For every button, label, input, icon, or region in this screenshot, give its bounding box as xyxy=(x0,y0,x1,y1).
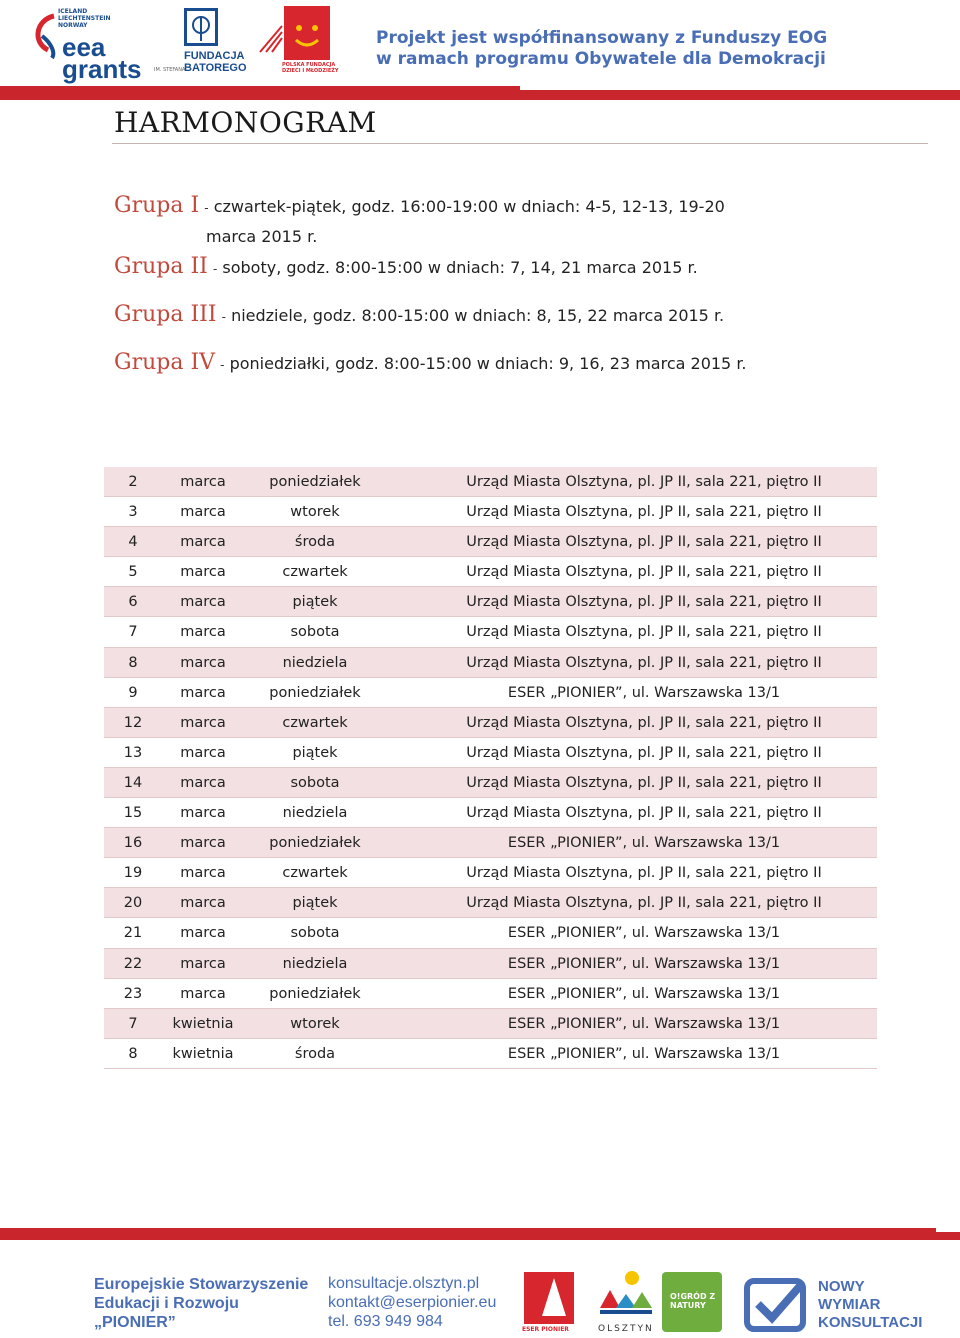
page-header xyxy=(0,0,960,100)
cell-place: ESER „PIONIER”, ul. Warszawska 13/1 xyxy=(507,1045,781,1062)
cell-day: 23 xyxy=(123,985,143,1002)
cell-day: 2 xyxy=(128,474,138,490)
cell-place: Urząd Miasta Olsztyna, pl. JP II, sala 221, piętro II xyxy=(466,654,822,671)
group-dash: - xyxy=(212,262,218,276)
cell-weekday: poniedziałek xyxy=(269,684,361,701)
cell-month: marca xyxy=(180,925,226,942)
cell-month: kwietnia xyxy=(172,1015,234,1032)
ogrod-logo-text: O!GRÓD Z NATURY xyxy=(670,1292,716,1310)
footer-contact xyxy=(328,1274,496,1331)
cell-place: Urząd Miasta Olsztyna, pl. JP II, sala 221, piętro II xyxy=(466,714,822,731)
group-1-description-continued: marca 2015 r. xyxy=(206,227,318,246)
cell-place: Urząd Miasta Olsztyna, pl. JP II, sala 221, piętro II xyxy=(466,534,822,551)
cell-place: Urząd Miasta Olsztyna, pl. JP II, sala 221, piętro II xyxy=(466,624,822,641)
table-row xyxy=(104,557,877,587)
org-line-3: „PIONIER” xyxy=(94,1314,176,1331)
pfdm-logo xyxy=(258,6,348,78)
cell-weekday: sobota xyxy=(290,774,340,791)
cell-month: marca xyxy=(180,564,226,581)
table-row xyxy=(104,858,877,888)
pfdm-name: POLSKA FUNDACJA DZIECI I MŁODZIEŻY xyxy=(282,62,339,74)
table-row xyxy=(104,828,877,858)
cell-weekday: niedziela xyxy=(282,955,348,972)
cell-place: ESER „PIONIER”, ul. Warszawska 13/1 xyxy=(507,985,781,1002)
group-2 xyxy=(114,254,698,279)
cell-day: 8 xyxy=(128,1045,138,1062)
cell-weekday: sobota xyxy=(290,624,340,641)
eea-countries: ICELAND LIECHTENSTEIN NORWAY xyxy=(58,8,111,29)
table-row xyxy=(104,617,877,647)
cell-month: kwietnia xyxy=(172,1045,234,1062)
footer-stripe-notch xyxy=(936,1228,960,1232)
cell-place: Urząd Miasta Olsztyna, pl. JP II, sala 221, piętro II xyxy=(466,774,822,791)
cell-place: Urząd Miasta Olsztyna, pl. JP II, sala 221, piętro II xyxy=(466,805,822,822)
table-row xyxy=(104,708,877,738)
project-funding-note xyxy=(376,28,827,70)
olsztyn-logo-text: OLSZTYN xyxy=(598,1324,654,1334)
cell-place: Urząd Miasta Olsztyna, pl. JP II, sala 221, piętro II xyxy=(466,564,822,581)
table-row xyxy=(104,587,877,617)
title-divider xyxy=(112,143,928,144)
cell-weekday: czwartek xyxy=(282,865,348,882)
header-stripe xyxy=(0,90,960,100)
batory-name: FUNDACJA BATOREGO xyxy=(184,50,247,74)
table-row xyxy=(104,768,877,798)
cell-place: ESER „PIONIER”, ul. Warszawska 13/1 xyxy=(507,925,781,942)
eser-logo-text: ESER PIONIER xyxy=(522,1326,569,1333)
project-line-1: Projekt jest współfinansowany z Funduszy EOG xyxy=(376,28,828,48)
footer-email-link[interactable]: kontakt@eserpionier.eu xyxy=(328,1294,497,1311)
cell-weekday: piątek xyxy=(292,895,338,912)
cell-day: 7 xyxy=(128,1015,138,1032)
cell-weekday: poniedziałek xyxy=(269,835,361,852)
schedule-table xyxy=(104,467,877,1069)
table-row xyxy=(104,798,877,828)
cell-day: 20 xyxy=(123,895,143,912)
cell-place: ESER „PIONIER”, ul. Warszawska 13/1 xyxy=(507,1015,781,1032)
cell-month: marca xyxy=(180,955,226,972)
pfdm-face-icon xyxy=(284,6,330,60)
fundacja-batorego-logo xyxy=(150,8,250,78)
cell-month: marca xyxy=(180,985,226,1002)
nwk-line-3: KONSULTACJI xyxy=(818,1314,923,1331)
cell-place: Urząd Miasta Olsztyna, pl. JP II, sala 221, piętro II xyxy=(466,895,822,912)
cell-weekday: czwartek xyxy=(282,564,348,581)
cell-day: 7 xyxy=(128,624,138,641)
cell-weekday: piątek xyxy=(292,744,338,761)
cell-day: 16 xyxy=(123,835,143,852)
cell-weekday: środa xyxy=(294,534,336,551)
batory-small: IM. STEFANA xyxy=(154,67,186,73)
table-row xyxy=(104,918,877,948)
table-row xyxy=(104,738,877,768)
ogrod-z-natury-logo xyxy=(662,1272,722,1332)
cell-place: Urząd Miasta Olsztyna, pl. JP II, sala 221, piętro II xyxy=(466,474,822,490)
cell-day: 13 xyxy=(123,744,143,761)
project-line-2: w ramach programu Obywatele dla Demokracji xyxy=(376,49,826,69)
org-line-2: Edukacji i Rozwoju xyxy=(94,1295,239,1312)
grants-word: grants xyxy=(62,54,142,84)
table-row xyxy=(104,467,877,497)
table-row xyxy=(104,888,877,918)
cell-month: marca xyxy=(180,865,226,882)
cell-month: marca xyxy=(180,714,226,731)
cell-day: 9 xyxy=(128,684,138,701)
cell-day: 8 xyxy=(128,654,138,671)
group-description: niedziele, godz. 8:00-15:00 w dniach: 8, 15, 22 marca 2015 r. xyxy=(231,306,725,325)
footer-phone: tel. 693 949 984 xyxy=(328,1313,443,1330)
cell-month: marca xyxy=(180,744,226,761)
group-name: Grupa II xyxy=(114,254,208,279)
cell-month: marca xyxy=(180,504,226,521)
group-description: poniedziałki, godz. 8:00-15:00 w dniach: 9, 16, 23 marca 2015 r. xyxy=(229,354,747,373)
cell-weekday: wtorek xyxy=(290,1015,340,1032)
group-name: Grupa I xyxy=(114,193,200,218)
cell-weekday: poniedziałek xyxy=(269,474,361,490)
table-row xyxy=(104,1039,877,1069)
table-row xyxy=(104,497,877,527)
group-description: czwartek-piątek, godz. 16:00-19:00 w dniach: 4-5, 12-13, 19-20 xyxy=(213,197,725,216)
sail-cut-icon xyxy=(542,1278,566,1316)
cell-month: marca xyxy=(180,774,226,791)
cell-day: 19 xyxy=(123,865,143,882)
olsztyn-logo xyxy=(596,1268,656,1334)
nwk-logo-text xyxy=(818,1278,922,1332)
checkmark-icon xyxy=(744,1278,806,1332)
cell-place: ESER „PIONIER”, ul. Warszawska 13/1 xyxy=(507,835,781,852)
nwk-line-1: NOWY xyxy=(818,1278,865,1295)
table-row xyxy=(104,949,877,979)
cell-weekday: niedziela xyxy=(282,805,348,822)
cell-place: Urząd Miasta Olsztyna, pl. JP II, sala 221, piętro II xyxy=(466,594,822,611)
pfdm-stripes-icon xyxy=(258,24,284,54)
table-row xyxy=(104,678,877,708)
cell-day: 3 xyxy=(128,504,138,521)
nwk-line-2: WYMIAR xyxy=(818,1296,881,1313)
footer-stripe xyxy=(0,1228,960,1240)
cell-month: marca xyxy=(180,805,226,822)
cell-day: 12 xyxy=(123,714,143,731)
group-description: soboty, godz. 8:00-15:00 w dniach: 7, 14, 21 marca 2015 r. xyxy=(222,258,698,277)
olsztyn-emblem-icon xyxy=(596,1268,656,1322)
cell-month: marca xyxy=(180,534,226,551)
cell-month: marca xyxy=(180,684,226,701)
table-row xyxy=(104,1009,877,1039)
cell-place: ESER „PIONIER”, ul. Warszawska 13/1 xyxy=(507,684,781,701)
group-1 xyxy=(114,193,725,218)
cell-day: 5 xyxy=(128,564,138,581)
group-name: Grupa IV xyxy=(114,350,216,375)
cell-month: marca xyxy=(180,594,226,611)
cell-month: marca xyxy=(180,624,226,641)
group-3 xyxy=(114,302,724,327)
cell-weekday: poniedziałek xyxy=(269,985,361,1002)
eser-pionier-logo xyxy=(520,1272,578,1334)
table-row xyxy=(104,527,877,557)
batory-emblem-icon xyxy=(184,8,218,46)
cell-month: marca xyxy=(180,895,226,912)
group-dash: - xyxy=(220,358,225,372)
cell-weekday: czwartek xyxy=(282,714,348,731)
cell-weekday: piątek xyxy=(292,594,338,611)
cell-day: 15 xyxy=(123,805,143,822)
nowy-wymiar-konsultacji-logo xyxy=(744,1276,934,1334)
cell-month: marca xyxy=(180,474,226,490)
cell-weekday: środa xyxy=(294,1045,336,1062)
cell-month: marca xyxy=(180,654,226,671)
cell-weekday: wtorek xyxy=(290,504,340,521)
group-dash: - xyxy=(221,310,226,324)
cell-weekday: niedziela xyxy=(282,654,348,671)
org-line-1: Europejskie Stowarzyszenie xyxy=(94,1276,309,1293)
cell-place: Urząd Miasta Olsztyna, pl. JP II, sala 221, piętro II xyxy=(466,865,822,882)
group-dash: - xyxy=(204,201,209,215)
cell-place: Urząd Miasta Olsztyna, pl. JP II, sala 221, piętro II xyxy=(466,504,822,521)
cell-place: Urząd Miasta Olsztyna, pl. JP II, sala 221, piętro II xyxy=(466,744,822,761)
cell-day: 6 xyxy=(128,594,138,611)
eea-grants-logo xyxy=(32,8,142,84)
cell-day: 14 xyxy=(123,774,143,791)
table-row xyxy=(104,979,877,1009)
eea-word: eea xyxy=(62,32,106,62)
cell-place: ESER „PIONIER”, ul. Warszawska 13/1 xyxy=(507,955,781,972)
group-4 xyxy=(114,350,747,375)
cell-weekday: sobota xyxy=(290,925,340,942)
cell-day: 22 xyxy=(123,955,143,972)
cell-day: 21 xyxy=(123,925,143,942)
cell-day: 4 xyxy=(128,534,138,551)
footer-organization xyxy=(94,1275,308,1332)
group-name: Grupa III xyxy=(114,302,217,327)
page-title: HARMONOGRAM xyxy=(114,106,377,139)
footer-website-link[interactable]: konsultacje.olsztyn.pl xyxy=(328,1275,480,1292)
table-row xyxy=(104,648,877,678)
cell-month: marca xyxy=(180,835,226,852)
